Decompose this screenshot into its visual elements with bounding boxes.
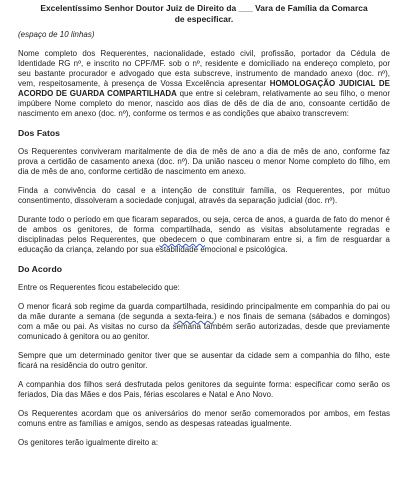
document-header xyxy=(18,3,390,24)
spellcheck-underline-text: obedecem o xyxy=(159,235,206,244)
acordo-p2-after: ) e nos finais de semana (sábados e domingos) com a mãe ou pai. As visitas no curso da semana também serão autorizadas, desde que previamente comunicado à genitora ou ao genitor. xyxy=(18,312,390,341)
fatos-paragraph-1: Os Requerentes conviveram maritalmente de dia de mês de ano a dia de mês de ano, conforme faz prova a certidão de casamento anexa (doc. nº). Da união nasceu o menor Nome completo do filho, em dia de mês de ano, conforme certidão de nascimento em anexo. xyxy=(18,147,390,176)
intro-paragraph xyxy=(18,49,390,119)
section-heading-acordo: Do Acordo xyxy=(18,264,63,274)
intro-text-after: que entre si celebram, relativamente ao seu filho, o menor impúbere Nome completo do menor, nascido aos dias de dês de dia de ano, consoante certidão de nascimento em anexo (doc. nº), conforme os termos e as condições que abaixo transcrevem: xyxy=(18,89,390,118)
acordo-paragraph-4: A companhia dos filhos será desfrutada pelos genitores da seguinte forma: especificar como serão os feriados, Dia das Mães e dos Pais, férias escolares e Natal e Ano Novo. xyxy=(18,380,390,399)
spellcheck-underline-text: sexta-feira. xyxy=(174,312,214,321)
fatos-paragraph-3 xyxy=(18,215,390,255)
acordo-paragraph-1: Entre os Requerentes ficou estabelecido que: xyxy=(18,283,180,292)
acordo-paragraph-2 xyxy=(18,302,390,342)
header-line-2: de especificar. xyxy=(174,13,234,24)
fatos-paragraph-2: Finda a convivência do casal e a intenção de constituir família, os Requerentes, por mútuo consentimento, dissolveram a sociedade conjugal, através da separação judicial (doc. nº). xyxy=(18,186,390,205)
fatos-p3-before: Durante todo o período em que ficaram separados, ou seja, cerca de anos, a guarda de fato do menor é de ambos os genitores, de forma compartilhada, sendo as visitas absolutamente regradas e disciplinadas pelos Requerentes, que xyxy=(18,215,390,244)
acordo-p2-before: O menor ficará sob regime da guarda compartilhada, residindo principalmente em companhia do pai ou da mãe durante a semana (de segunda a xyxy=(18,302,390,321)
header-line-1: Excelentíssimo Senhor Doutor Juiz de Direito da ___ Vara de Família da Comarca xyxy=(40,3,368,13)
acordo-paragraph-6: Os genitores terão igualmente direito a: xyxy=(18,438,159,447)
spacing-note: (espaço de 10 linhas) xyxy=(18,30,95,39)
fatos-p3-after: que combinaram entre si, a fim de resguardar a educação da criança, zelando por sua estabilidade emocional e psicológica. xyxy=(18,235,390,254)
intro-bold-title: HOMOLOGAÇÃO JUDICIAL DE ACORDO DE GUARDA COMPARTILHADA xyxy=(18,79,390,98)
intro-text-before: Nome completo dos Requerentes, nacionalidade, estado civil, profissão, portador da Cédula de Identidade RG nº, e inscrito no CPF/MF. sob o nº, residente e domiciliado na endereço completo, por seu bastante procurador e advogado que esta subscreve, instrumento de mandado anexo (doc. nº), vem, respeitosamente, à presença de Vossa Excelência apresentar xyxy=(18,49,390,88)
acordo-paragraph-3: Sempre que um determinado genitor tiver que se ausentar da cidade sem a companhia do filho, este ficará na residência do outro genitor. xyxy=(18,351,390,370)
section-heading-fatos: Dos Fatos xyxy=(18,128,60,138)
acordo-paragraph-5: Os Requerentes acordam que os aniversários do menor serão comemorados por ambos, em festas comuns entre as famílias e amigos, sendo as despesas rateadas igualmente. xyxy=(18,409,390,428)
